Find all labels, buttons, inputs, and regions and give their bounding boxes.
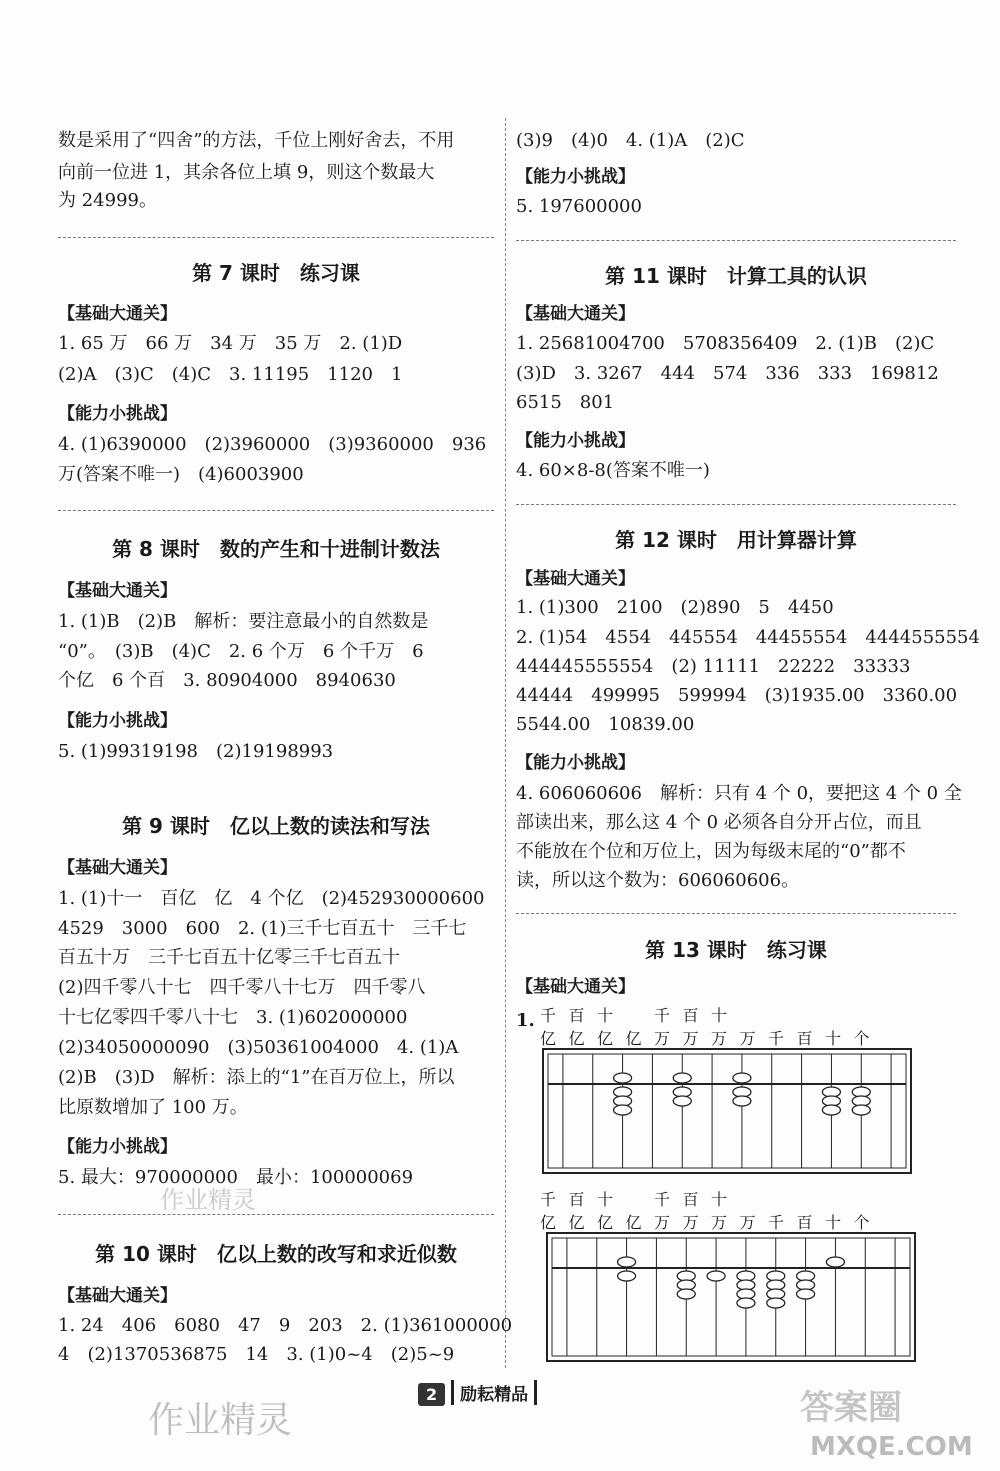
section-header: 【基础大通关】 [58,304,177,324]
abacus-frame [547,1233,915,1361]
abacus-bead [673,1073,691,1083]
text-line: (3)9 (4)0 4. (1)A (2)C [516,130,745,151]
text-line: 不能放在个位和万位上，因为每级末尾的“0”都不 [516,841,906,862]
section-header: 【能力小挑战】 [516,753,635,773]
abacus-place-label: 亿 [625,1029,642,1048]
text-line: (2)四千零八十七 四千零八十七万 四千零八 [58,977,426,998]
text-line: 5. (1)99319198 (2)19198993 [58,741,334,762]
abacus-place-label: 十 [825,1213,842,1232]
text-line: 比原数增加了 100 万。 [58,1097,248,1118]
section-header: 【基础大通关】 [58,1286,177,1306]
watermark: MXQE.COM [810,1432,973,1462]
abacus-place-label: 万 [739,1213,756,1232]
text-line: 为 24999。 [58,190,157,211]
section-divider [58,510,494,511]
abacus-place-label: 亿 [568,1213,585,1232]
abacus-place-label: 百 [682,1006,699,1025]
text-line: (2)B (3)D 解析：添上的“1”在百万位上，所以 [58,1067,455,1088]
abacus-place-label: 个 [853,1213,870,1232]
abacus-inner-frame [552,1238,910,1356]
text-line: 1. (1)300 2100 (2)890 5 4450 [516,597,834,618]
text-line: 4. 606060606 解析：只有 4 个 0，要把这 4 个 0 全 [516,783,962,804]
abacus-bead [852,1105,870,1115]
text-line: 4. 60×8-8(答案不唯一) [516,460,710,481]
text-line: 4529 3000 600 2. (1)三千七百五十 三千七 [58,918,467,939]
section-divider [516,504,956,505]
abacus-place-label: 千 [540,1190,557,1209]
text-line: (3)D 3. 3267 444 574 336 333 169812 [516,363,939,384]
watermark: 作业精灵 [148,1400,293,1441]
abacus-place-label: 亿 [540,1213,557,1232]
page-number: 2 [418,1383,445,1406]
section-header: 【能力小挑战】 [58,1137,177,1157]
text-line: (2)A (3)C (4)C 3. 11195 1120 1 [58,364,403,385]
section-divider [58,237,494,238]
section-title: 第 10 课时 亿以上数的改写和求近似数 [95,1242,457,1266]
abacus-bead [677,1289,695,1299]
section-header: 【基础大通关】 [58,581,177,601]
section-header: 【基础大通关】 [516,304,635,324]
abacus-bead [767,1298,785,1308]
section-title: 第 7 课时 练习课 [192,261,360,285]
abacus-place-label: 千 [540,1006,557,1025]
abacus-bead [737,1298,755,1308]
abacus-place-label: 百 [796,1029,813,1048]
abacus-bead [618,1257,636,1267]
section-header: 【基础大通关】 [516,977,635,997]
abacus-place-label: 百 [682,1190,699,1209]
abacus-bead [797,1289,815,1299]
abacus-place-label: 万 [654,1213,671,1232]
text-line: 1. 24 406 6080 47 9 203 2. (1)361000000 [58,1315,513,1336]
text-line: 6515 801 [516,392,615,413]
text-line: 百五十万 三千七百五十亿零三千七百五十 [58,947,400,968]
abacus-bead [614,1105,632,1115]
section-header: 【基础大通关】 [516,569,635,589]
abacus-place-label: 个 [853,1029,870,1048]
abacus-place-label: 亿 [597,1213,614,1232]
abacus-place-label: 万 [711,1213,728,1232]
section-title: 第 8 课时 数的产生和十进制计数法 [112,537,440,561]
text-line: 1. (1)B (2)B 解析：要注意最小的自然数是 [58,611,429,632]
abacus-place-label: 十 [711,1190,728,1209]
brand-logo: 励耘精品 [451,1380,537,1405]
abacus-bead [826,1257,844,1267]
section-title: 第 9 课时 亿以上数的读法和写法 [122,814,430,838]
text-line: 1. 65 万 66 万 34 万 35 万 2. (1)D [58,333,403,354]
abacus-place-label: 亿 [597,1029,614,1048]
section-title: 第 12 课时 用计算器计算 [615,528,857,552]
section-header: 【能力小挑战】 [516,167,635,187]
abacus-bead [733,1096,751,1106]
abacus-diagram [546,1232,916,1362]
text-line: 5. 最大：970000000 最小：100000069 [58,1167,414,1188]
section-header: 【能力小挑战】 [516,431,635,451]
abacus-bead [707,1271,725,1281]
abacus-bead [618,1271,636,1281]
text-line: 读，所以这个数为：606060606。 [516,870,800,891]
abacus-place-label: 千 [654,1190,671,1209]
text-line: 444445555554 (2) 11111 22222 33333 [516,656,911,677]
text-line: 4. (1)6390000 (2)3960000 (3)9360000 936 [58,434,487,455]
text-line: 4 (2)1370536875 14 3. (1)0~4 (2)5~9 [58,1344,455,1365]
text-line: 万(答案不唯一) (4)6003900 [58,464,304,485]
abacus-place-label: 百 [796,1213,813,1232]
abacus-place-label: 十 [825,1029,842,1048]
abacus-place-label: 百 [568,1190,585,1209]
abacus-place-label: 亿 [625,1213,642,1232]
abacus-place-label: 万 [682,1213,699,1232]
abacus-place-label: 万 [711,1029,728,1048]
text-line: (2)34050000090 (3)50361004000 4. (1)A [58,1037,459,1058]
text-line: 5. 197600000 [516,196,642,217]
text-line: 个亿 6 个百 3. 80904000 8940630 [58,670,396,691]
abacus-bead [733,1073,751,1083]
abacus-place-label: 百 [568,1006,585,1025]
text-line: 十七亿零四千零八十七 3. (1)602000000 [58,1007,408,1028]
section-header: 【基础大通关】 [58,858,177,878]
section-header: 【能力小挑战】 [58,711,177,731]
watermark: 答案圈 [800,1388,902,1428]
question-number: 1. [516,1010,535,1031]
text-line: 44444 499995 599994 (3)1935.00 3360.00 [516,685,958,706]
abacus-diagram [542,1048,912,1174]
text-line: 2. (1)54 4554 445554 44455554 4444555554 [516,627,980,648]
abacus-place-label: 千 [768,1213,785,1232]
text-line: 1. (1)十一 百亿 亿 4 个亿 (2)452930000600 [58,888,485,909]
abacus-place-label: 万 [682,1029,699,1048]
watermark: 作业精灵 [160,1186,256,1214]
abacus-place-label: 万 [739,1029,756,1048]
text-line: 向前一位进 1，其余各位上填 9，则这个数最大 [58,162,435,183]
section-header: 【能力小挑战】 [58,404,177,424]
abacus-place-label: 十 [597,1190,614,1209]
section-title: 第 13 课时 练习课 [645,938,827,962]
section-divider [516,913,956,914]
abacus-place-label: 亿 [540,1029,557,1048]
text-line: 部读出来，那么这 4 个 0 必须各自分开占位，而且 [516,812,922,833]
abacus-place-label: 十 [597,1006,614,1025]
text-line: 5544.00 10839.00 [516,714,695,735]
abacus-place-label: 十 [711,1006,728,1025]
abacus-place-label: 千 [768,1029,785,1048]
abacus-bead [614,1073,632,1083]
abacus-place-label: 亿 [568,1029,585,1048]
text-line: “0”。 (3)B (4)C 2. 6 个万 6 个千万 6 [58,641,424,662]
section-title: 第 11 课时 计算工具的认识 [605,264,867,288]
section-divider [516,240,956,241]
text-line: 数是采用了“四舍”的方法，千位上刚好舍去，不用 [58,130,455,151]
abacus-bead [822,1105,840,1115]
column-divider [505,118,506,1368]
text-line: 1. 25681004700 5708356409 2. (1)B (2)C [516,333,935,354]
abacus-place-label: 千 [654,1006,671,1025]
page-footer [418,1380,537,1406]
abacus-place-label: 万 [654,1029,671,1048]
section-divider [58,1214,494,1215]
abacus-bead [673,1096,691,1106]
